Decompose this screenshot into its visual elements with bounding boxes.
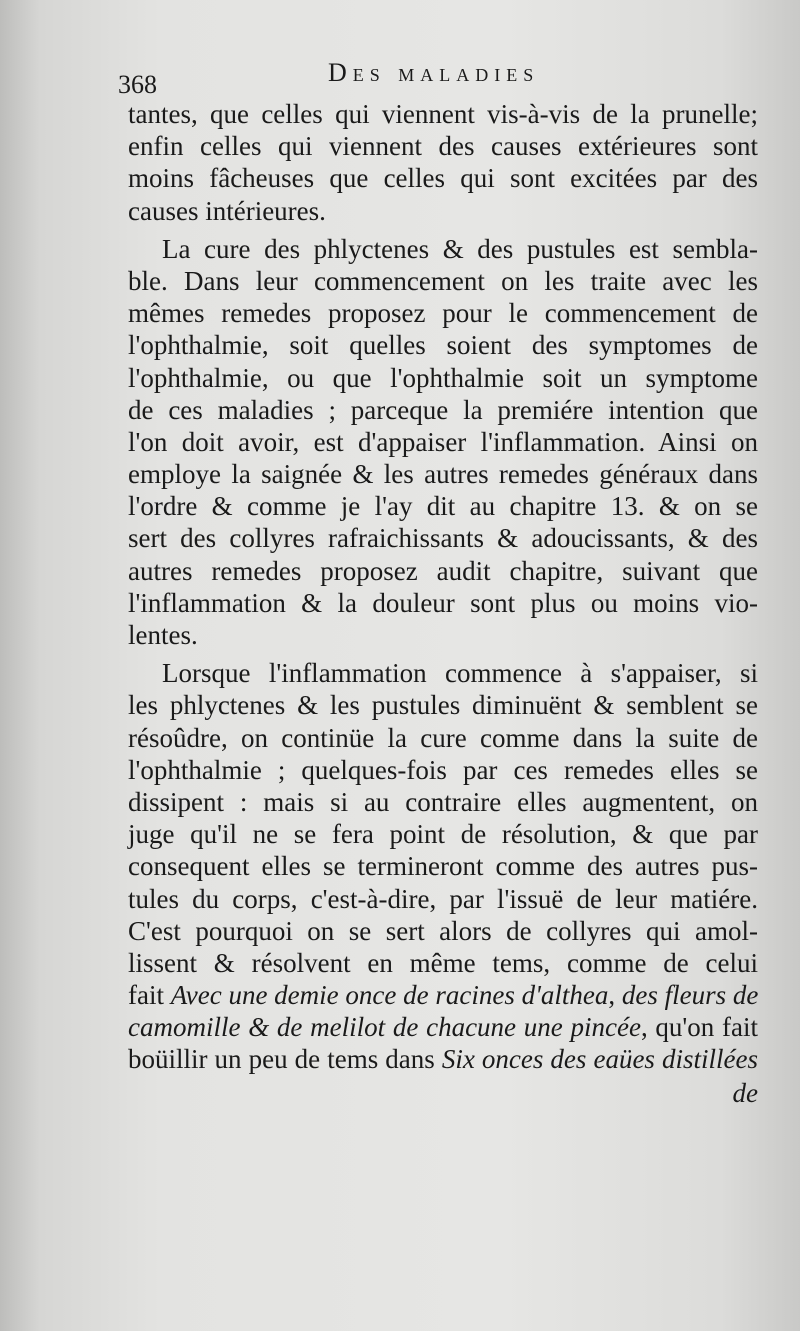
page-number: 368 xyxy=(118,70,157,99)
text-line: ble. Dans leur commencement on les traite avec les xyxy=(128,265,758,296)
italic-run: camomille & de melilot de chacune une pincée xyxy=(128,1012,641,1043)
text-line: résoûdre, on continüe la cure comme dans la suite de xyxy=(128,722,758,753)
text-line: La cure des phlyctenes & des pustules est sembla- xyxy=(162,233,758,264)
text-line: tules du corps, c'est-à-dire, par l'issuë de leur matiére. xyxy=(128,883,758,914)
text-line: enfin celles qui viennent des causes extérieures sont xyxy=(128,131,758,162)
running-head xyxy=(118,58,758,99)
text-line: autres remedes proposez audit chapitre, suivant que xyxy=(128,555,758,586)
text-line: l'ophthalmie, soit quelles soient des symptomes de xyxy=(128,330,758,361)
text-line: tantes, que celles qui viennent vis-à-vis de la prunelle; xyxy=(128,99,758,129)
body-text xyxy=(128,98,758,1076)
text-line: employe la saignée & les autres remedes généraux dans xyxy=(128,459,758,490)
text-line: l'ophthalmie ; quelques-fois par ces remedes elles se xyxy=(128,754,758,785)
text-line: de ces maladies ; parceque la premiére intention que xyxy=(128,394,758,425)
text-line: consequent elles se termineront comme des autres pus- xyxy=(128,851,758,882)
text-line: C'est pourquoi on se sert alors de collyres qui amol- xyxy=(128,915,758,946)
text-line: l'inflammation & la douleur sont plus ou moins vio- xyxy=(128,587,758,618)
text-run: boüillir un peu de tems dans xyxy=(128,1044,442,1075)
text-line: Lorsque l'inflammation commence à s'appaiser, si xyxy=(162,658,758,689)
text-run: fait xyxy=(128,980,171,1011)
running-title: Des maladies xyxy=(328,58,540,87)
text-line: lentes. xyxy=(128,620,198,650)
text-line: l'on doit avoir, est d'appaiser l'inflammation. Ainsi on xyxy=(128,426,758,457)
italic-run: des fleurs de xyxy=(621,980,759,1011)
text-line: mêmes remedes proposez pour le commencement de xyxy=(128,298,758,329)
text-run: , qu'on fait xyxy=(640,1012,758,1043)
italic-run: Six onces des eaües distillées xyxy=(441,1044,758,1075)
text-line: les phlyctenes & les pustules diminuënt & semblent se xyxy=(128,690,758,721)
text-line: l'ophthalmie, ou que l'ophthalmie soit un symptome xyxy=(128,362,758,393)
italic-run: Avec une demie once de racines d'althea xyxy=(170,980,609,1011)
text-line: l'ordre & comme je l'ay dit au chapitre 13. & on se xyxy=(128,491,758,522)
text-run: , xyxy=(608,980,622,1011)
text-line xyxy=(128,979,758,1011)
text-line xyxy=(128,1043,758,1075)
catchword: de xyxy=(732,1078,758,1108)
text-line: moins fâcheuses que celles qui sont excitées par des xyxy=(128,163,758,194)
text-line: causes intérieures. xyxy=(128,195,326,226)
text-line: lissent & résolvent en même tems, comme de celui xyxy=(128,947,758,978)
text-line xyxy=(128,1011,758,1043)
text-line: juge qu'il ne se fera point de résolution, & que par xyxy=(128,819,758,850)
text-line: dissipent : mais si au contraire elles augmentent, on xyxy=(128,786,758,817)
text-line: sert des collyres rafraichissants & adoucissants, & des xyxy=(128,523,758,554)
